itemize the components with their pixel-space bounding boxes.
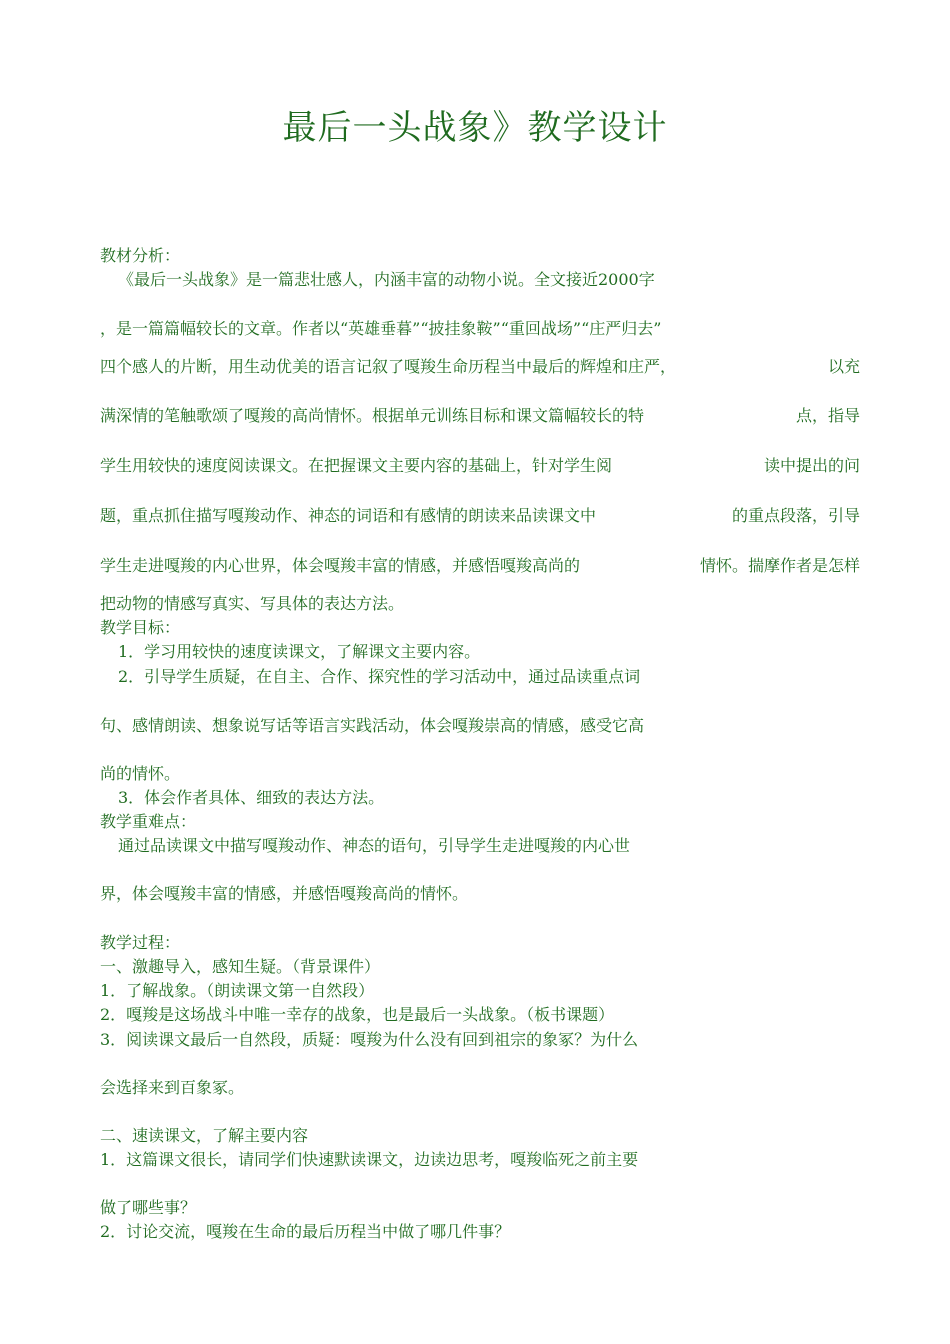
process-step-1-3-line-2: 会选择来到百象冢。	[100, 1078, 245, 1097]
material-line-3-part-a: 四个感人的片断，用生动优美的语言记叙了嘎羧生命历程当中最后的辉煌和庄严，	[100, 357, 677, 376]
material-line-5-part-a: 学生用较快的速度阅读课文。在把握课文主要内容的基础上，针对学生阅	[100, 456, 613, 475]
material-line-5-part-b: 读中提出的问	[763, 456, 860, 475]
material-line-4-part-b: 点，指导	[795, 406, 860, 425]
material-line-4-part-a: 满深情的笔触歌颂了嘎羧的高尚情怀。根据单元训练目标和课文篇幅较长的特	[100, 406, 645, 425]
material-line-7-part-a: 学生走进嘎羧的内心世界，体会嘎羧丰富的情感，并感悟嘎羧高尚的	[100, 556, 581, 575]
process-section-1: 一、激趣导入，感知生疑。（背景课件）	[100, 957, 381, 976]
process-heading: 教学过程：	[100, 933, 181, 952]
material-heading: 教材分析：	[100, 246, 181, 265]
process-section-2: 二、速读课文，了解主要内容	[100, 1126, 309, 1145]
key-line-2: 界，体会嘎羧丰富的情感，并感悟嘎羧高尚的情怀。	[100, 884, 469, 903]
key-line-1: 通过品读课文中描写嘎羧动作、神态的语句，引导学生走进嘎羧的内心世	[118, 836, 631, 855]
material-line-8: 把动物的情感写真实、写具体的表达方法。	[100, 594, 405, 613]
material-line-6	[100, 506, 860, 526]
process-step-1-2: 2．嘎羧是这场战斗中唯一幸存的战象，也是最后一头战象。（板书课题）	[100, 1005, 615, 1024]
process-step-2-1-line-2: 做了哪些事？	[100, 1198, 197, 1217]
process-step-1-3-line-1: 3．阅读课文最后一自然段，质疑：嘎羧为什么没有回到祖宗的象冢？为什么	[100, 1030, 639, 1049]
goal-2-line-1: 2．引导学生质疑，在自主、合作、探究性的学习活动中，通过品读重点词	[118, 667, 641, 686]
material-line-2: ，是一篇篇幅较长的文章。作者以“英雄垂暮”“披挂象鞍”“重回战场”“庄严归去”	[100, 319, 662, 338]
goal-3: 3．体会作者具体、细致的表达方法。	[118, 788, 385, 807]
goal-2-line-3: 尚的情怀。	[100, 764, 181, 783]
material-line-6-part-a: 题，重点抓住描写嘎羧动作、神态的词语和有感情的朗读来品读课文中	[100, 506, 597, 525]
material-line-5	[100, 456, 860, 476]
process-step-2-2: 2．讨论交流，嘎羧在生命的最后历程当中做了哪几件事？	[100, 1222, 511, 1241]
material-line-7	[100, 556, 860, 576]
goal-2-line-2: 句、感情朗读、想象说写话等语言实践活动，体会嘎羧崇高的情感，感受它高	[100, 716, 645, 735]
document-title: 最后一头战象》教学设计	[282, 108, 668, 148]
material-line-3-part-b: 以充	[827, 357, 860, 376]
material-line-4	[100, 406, 860, 426]
goals-heading: 教学目标：	[100, 618, 181, 637]
material-line-7-part-b: 情怀。揣摩作者是怎样	[699, 556, 860, 575]
material-line-1: 《最后一头战象》是一篇悲壮感人，内涵丰富的动物小说。全文接近2000字	[118, 270, 655, 289]
material-line-3	[100, 357, 860, 377]
goal-1: 1．学习用较快的速度读课文，了解课文主要内容。	[118, 642, 481, 661]
process-step-2-1-line-1: 1．这篇课文很长，请同学们快速默读课文，边读边思考，嘎羧临死之前主要	[100, 1150, 639, 1169]
process-step-1-1: 1．了解战象。（朗读课文第一自然段）	[100, 981, 375, 1000]
material-line-6-part-b: 的重点段落，引导	[731, 506, 860, 525]
key-heading: 教学重难点：	[100, 812, 197, 831]
